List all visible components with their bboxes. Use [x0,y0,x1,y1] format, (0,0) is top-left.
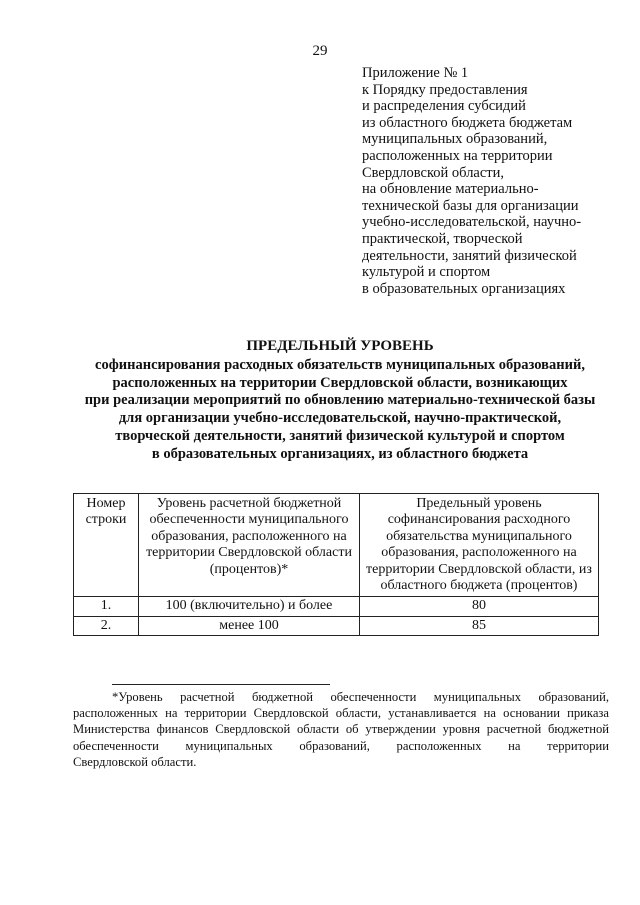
subtitle-line: для организации учебно-исследовательской, научно-практической, [118,410,562,427]
table-row [74,616,599,635]
subtitle-line: при реализации мероприятий по обновлению материально-технической базы [84,392,596,409]
header-cofinancing-limit: Предельный уровень софинансирования расходного обязательства муниципального образования, расположенного на территории Свердловской области, из областного бюджета (процентов) [360,494,599,597]
header-budget-level: Уровень расчетной бюджетной обеспеченности муниципального образования, расположенного на территории Свердловской области (процентов)* [139,494,360,597]
footnote-separator [112,684,330,685]
row-cofinancing-limit: 85 [360,616,599,635]
appendix-line: расположенных на территории [362,147,553,164]
table-header-row [74,494,599,597]
appendix-line: Свердловской области, [362,164,505,181]
footnote-line: *Уровень расчетной бюджетной обеспеченности муниципальных образований, [112,690,609,704]
appendix-line: и распределения субсидий [362,98,526,115]
appendix-line: практической, творческой [362,230,523,247]
row-cofinancing-limit: 80 [360,597,599,616]
title-main: ПРЕДЕЛЬНЫЙ УРОВЕНЬ [246,338,434,354]
footnote-line: Свердловской области. [73,754,197,769]
row-budget-level: 100 (включительно) и более [139,597,360,616]
table-row [74,597,599,616]
appendix-line: муниципальных образований, [362,131,548,148]
row-number: 2. [74,616,139,635]
header-row-number: Номер строки [74,494,139,597]
footnote-line: Министерства финансов Свердловской области об утверждении уровня расчетной бюджетной [73,722,609,737]
footnote-line: обеспеченности муниципальных образований, расположенных на территории [73,738,609,753]
appendix-line: из областного бюджета бюджетам [362,114,573,131]
subtitle-line: в образовательных организациях, из областного бюджета [151,445,529,462]
subtitle-line: расположенных на территории Свердловской области, возникающих [112,374,568,391]
subtitle-line: софинансирования расходных обязательств муниципальных образований, [95,356,585,373]
appendix-line: в образовательных организациях [362,280,566,297]
subtitle-line: творческой деятельности, занятий физической культурой и спортом [115,427,565,444]
footnote-line: расположенных на территории Свердловской области, устанавливается на основании приказа [73,706,609,721]
appendix-line: культурой и спортом [362,264,491,281]
appendix-line: к Порядку предоставления [362,81,528,98]
appendix-heading [362,65,632,297]
appendix-line: деятельности, занятий физической [362,247,577,264]
cofinancing-table [73,493,599,636]
footnote [73,689,609,770]
page-number: 29 [312,43,328,59]
appendix-line: технической базы для организации [362,197,579,214]
document-title [60,338,620,464]
row-number: 1. [74,597,139,616]
appendix-line: учебно-исследовательской, научно- [362,214,582,231]
appendix-line: Приложение № 1 [362,65,469,81]
row-budget-level: менее 100 [139,616,360,635]
appendix-line: на обновление материально- [362,181,539,198]
